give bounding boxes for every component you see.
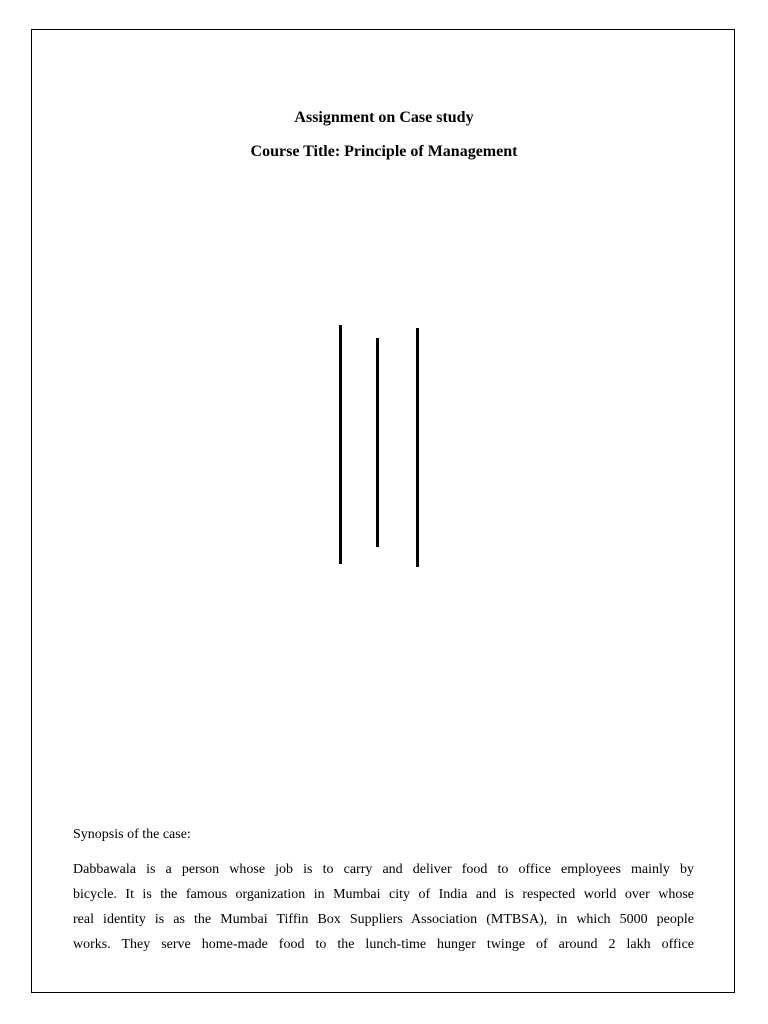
paragraph-line: bicycle. It is the famous organization in Mumbai city of India and is respected world over whose <box>73 887 694 902</box>
synopsis-heading: Synopsis of the case: <box>73 827 191 842</box>
page-border <box>31 29 735 993</box>
decorative-line-middle <box>376 338 379 547</box>
decorative-line-right <box>416 328 419 567</box>
course-title: Course Title: Principle of Management <box>250 143 518 160</box>
decorative-line-left <box>339 325 342 564</box>
paragraph-line: Dabbawala is a person whose job is to carry and deliver food to office employees mainly by <box>73 862 694 877</box>
paragraph-line: real identity is as the Mumbai Tiffin Box Suppliers Association (MTBSA), in which 5000 people <box>73 912 694 927</box>
document-title: Assignment on Case study <box>294 109 474 126</box>
synopsis-paragraph <box>73 857 694 957</box>
paragraph-line: works. They serve home-made food to the lunch-time hunger twinge of around 2 lakh office <box>73 937 694 952</box>
